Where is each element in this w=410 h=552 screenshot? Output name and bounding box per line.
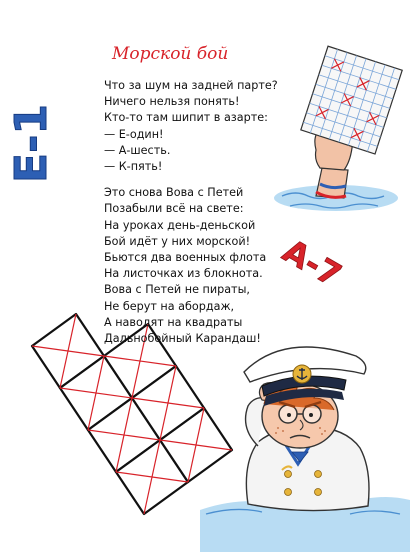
stanza-gap [104, 175, 304, 185]
poem-line: А наводят на квадраты [104, 315, 243, 329]
poem-line: Кто-то там шипит в азарте: [104, 111, 268, 125]
poem-title: Морской бой [112, 44, 229, 64]
poem-line: На уроках день-деньской [104, 218, 256, 232]
poem-line: Позабыли всё на свете: [104, 202, 244, 216]
poem-line: Это снова Вова с Петей [104, 186, 244, 200]
poem-line: Дальнобойный Карандаш! [104, 332, 261, 346]
coordinate-label-right: А-7 [276, 231, 348, 295]
poem-line: Вова с Петей не пираты, [104, 283, 250, 297]
coordinate-label-left: Е-1 [5, 104, 57, 183]
poem-line: На листочках из блокнота. [104, 267, 263, 281]
poem-line: Не берут на абордаж, [104, 299, 235, 313]
poem-line: — Е-один! [104, 127, 164, 141]
poem-line: Бьются два военных флота [104, 251, 267, 265]
poem-line: Бой идёт у них морской! [104, 234, 251, 248]
poem-line: — К-пять! [104, 160, 163, 174]
poem-line: Что за шум на задней парте? [104, 79, 278, 92]
poem-line: Ничего нельзя понять! [104, 95, 240, 109]
poem-line: — А-шесть. [104, 143, 171, 157]
poem-text [104, 78, 304, 347]
